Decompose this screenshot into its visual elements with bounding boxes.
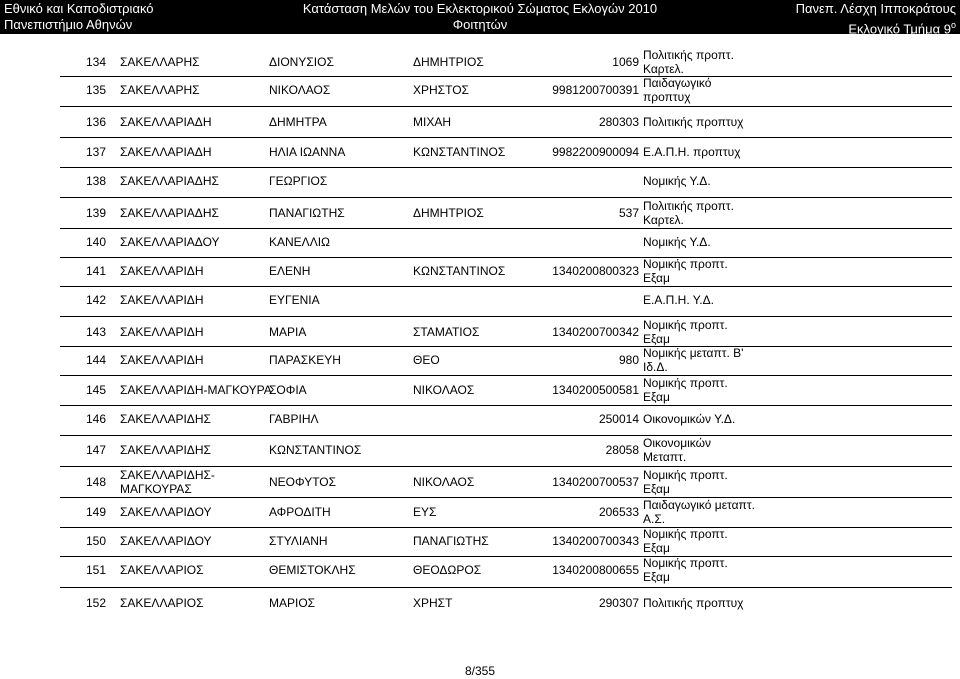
first-name: ΜΑΡΙΟΣ [269, 596, 316, 610]
school: Πολιτικής προπτ. [643, 48, 734, 62]
school: Καρτελ. [643, 213, 684, 227]
school: Οικονομικών [643, 436, 712, 450]
row-number: 139 [86, 206, 107, 220]
first-name: ΝΕΟΦΥΤΟΣ [269, 475, 337, 489]
school: Μεταπτ. [643, 450, 687, 464]
row-separator [60, 527, 952, 528]
surname: ΣΑΚΕΛΛΑΡΙΔΗ-ΜΑΓΚΟΥΡΑ [120, 383, 272, 397]
school: Εξαμ [643, 271, 670, 285]
surname: ΣΑΚΕΛΛΑΡΙΔΗ [120, 264, 204, 278]
student-id: 1340200800323 [552, 264, 639, 278]
row-separator [60, 106, 952, 107]
school: Ιδ.Δ. [643, 360, 668, 374]
first-name: ΝΙΚΟΛΑΟΣ [269, 83, 331, 97]
surname: ΣΑΚΕΛΛΑΡΙΟΣ [120, 596, 204, 610]
document-title: Κατάσταση Μελών του Εκλεκτορικού Σώματος Εκλογών 2010 [302, 1, 658, 16]
father-name: ΝΙΚΟΛΑΟΣ [413, 475, 475, 489]
father-name: ΘΕΟ [413, 353, 440, 367]
father-name: ΘΕΟΔΩΡΟΣ [413, 563, 482, 577]
school: Πολιτικής προπτυχ [643, 596, 744, 610]
school: Εξαμ [643, 570, 670, 584]
student-id: 9981200700391 [552, 83, 639, 97]
row-separator [60, 497, 952, 498]
surname: ΣΑΚΕΛΛΑΡΙΔΗΣ [120, 443, 211, 457]
row-number: 135 [86, 83, 107, 97]
school: Εξαμ [643, 482, 670, 496]
father-name: ΔΗΜΗΤΡΙΟΣ [413, 206, 484, 220]
student-id: 206533 [598, 505, 639, 519]
row-number: 147 [86, 443, 107, 457]
school: Πολιτικής προπτ. [643, 199, 734, 213]
student-id: 980 [618, 353, 639, 367]
row-separator [60, 587, 952, 588]
school: Εξαμ [643, 332, 670, 346]
school: Πολιτικής προπτυχ [643, 115, 744, 129]
father-name: ΧΡΗΣΤΟΣ [413, 83, 469, 97]
row-separator [60, 556, 952, 557]
school: Οικονομικών Υ.Δ. [643, 412, 736, 426]
father-name: ΜΙΧΑΗ [413, 115, 452, 129]
father-name: ΧΡΗΣΤ [413, 596, 453, 610]
surname: ΣΑΚΕΛΛΑΡΙΔΗ [120, 325, 204, 339]
first-name: ΕΥΓΕΝΙΑ [269, 293, 320, 307]
page-number: 8/355 [464, 664, 496, 678]
surname: ΣΑΚΕΛΛΑΡΙΟΣ [120, 563, 204, 577]
polling-section: Εκλογικό Τμήμα $9^o$ [848, 20, 956, 37]
row-number: 142 [86, 293, 107, 307]
row-separator [60, 466, 952, 467]
row-number: 144 [86, 353, 107, 367]
page-header [0, 0, 960, 37]
school: Εξαμ [643, 390, 670, 404]
student-id: 1340200700537 [552, 475, 639, 489]
surname: ΣΑΚΕΛΛΑΡΙΔΟΥ [120, 534, 212, 548]
school: Ε.Α.Π.Η. Υ.Δ. [643, 293, 714, 307]
surname: ΣΑΚΕΛΛΑΡΗΣ [120, 55, 200, 69]
first-name: ΓΕΩΡΓΙΟΣ [269, 174, 328, 188]
student-id: 250014 [598, 412, 639, 426]
student-id: 28058 [605, 443, 639, 457]
student-id: 1340200800655 [552, 563, 639, 577]
row-separator [60, 76, 952, 77]
surname: ΜΑΓΚΟΥΡΑΣ [120, 482, 192, 496]
university-name-line1: Εθνικό και Καποδιστριακό [4, 1, 154, 16]
school: Νομικής μεταπτ. Β' [643, 346, 744, 360]
first-name: ΣΟΦΙΑ [269, 383, 307, 397]
first-name: ΣΤΥΛΙΑΝΗ [269, 534, 328, 548]
father-name: ΚΩΝΣΤΑΝΤΙΝΟΣ [413, 145, 506, 159]
student-id: 290307 [598, 596, 639, 610]
first-name: ΗΛΙΑ ΙΩΑΝΝΑ [269, 145, 346, 159]
row-separator [60, 375, 952, 376]
row-number: 143 [86, 325, 107, 339]
father-name: ΣΤΑΜΑΤΙΟΣ [413, 325, 480, 339]
school: Καρτελ. [643, 62, 684, 76]
first-name: ΓΑΒΡΙΗΛ [269, 412, 319, 426]
school: Νομικής Υ.Δ. [643, 174, 711, 188]
row-number: 136 [86, 115, 107, 129]
student-id: 280303 [598, 115, 639, 129]
school: Εξαμ [643, 541, 670, 555]
row-number: 148 [86, 475, 107, 489]
school: Παιδαγωγικό μεταπτ. [643, 498, 755, 512]
row-number: 145 [86, 383, 107, 397]
school: Ε.Α.Π.Η. προπτυχ [643, 145, 741, 159]
school: Νομικής προπτ. [643, 527, 728, 541]
first-name: ΜΑΡΙΑ [269, 325, 307, 339]
polling-location: Πανεπ. Λέσχη Ιπποκράτους [795, 1, 956, 16]
row-number: 137 [86, 145, 107, 159]
row-number: 141 [86, 264, 107, 278]
school: Α.Σ. [643, 512, 666, 526]
student-id: 1340200500581 [552, 383, 639, 397]
row-number: 151 [86, 563, 107, 577]
row-number: 140 [86, 235, 107, 249]
student-id: 1340200700343 [552, 534, 639, 548]
first-name: ΘΕΜΙΣΤΟΚΛΗΣ [269, 563, 356, 577]
surname: ΣΑΚΕΛΛΑΡΙΔΗ [120, 353, 204, 367]
student-id: 9982200900094 [552, 145, 639, 159]
row-number: 149 [86, 505, 107, 519]
row-number: 150 [86, 534, 107, 548]
row-separator [60, 316, 952, 317]
surname: ΣΑΚΕΛΛΑΡΙΑΔΗΣ [120, 206, 219, 220]
row-separator [60, 197, 952, 198]
father-name: ΝΙΚΟΛΑΟΣ [413, 383, 475, 397]
row-separator [60, 435, 952, 436]
father-name: ΚΩΝΣΤΑΝΤΙΝΟΣ [413, 264, 506, 278]
school: Νομικής προπτ. [643, 257, 728, 271]
row-separator [60, 167, 952, 168]
row-number: 138 [86, 174, 107, 188]
school: Παιδαγωγικό [643, 76, 712, 90]
row-separator [60, 405, 952, 406]
row-number: 134 [86, 55, 107, 69]
surname: ΣΑΚΕΛΛΑΡΙΔΟΥ [120, 505, 212, 519]
surname: ΣΑΚΕΛΛΑΡΙΔΗ [120, 293, 204, 307]
first-name: ΔΗΜΗΤΡΑ [269, 115, 327, 129]
first-name: ΑΦΡΟΔΙΤΗ [269, 505, 331, 519]
surname: ΣΑΚΕΛΛΑΡΙΑΔΗ [120, 145, 212, 159]
first-name: ΔΙΟΝΥΣΙΟΣ [269, 55, 334, 69]
row-number: 146 [86, 412, 107, 426]
first-name: ΚΑΝΕΛΛΙΩ [269, 235, 331, 249]
father-name: ΠΑΝΑΓΙΩΤΗΣ [413, 534, 489, 548]
school: Νομικής προπτ. [643, 468, 728, 482]
student-id: 1069 [612, 55, 639, 69]
row-separator [60, 346, 952, 347]
school: προπτυχ [643, 90, 691, 104]
row-separator [60, 286, 952, 287]
school: Νομικής προπτ. [643, 318, 728, 332]
document-subtitle: Φοιτητών [452, 17, 508, 32]
school: Νομικής Υ.Δ. [643, 235, 711, 249]
surname: ΣΑΚΕΛΛΑΡΙΑΔΗΣ [120, 174, 219, 188]
surname: ΣΑΚΕΛΛΑΡΙΑΔΗ [120, 115, 212, 129]
row-number: 152 [86, 596, 107, 610]
student-id: 1340200700342 [552, 325, 639, 339]
surname: ΣΑΚΕΛΛΑΡΙΔΗΣ- [120, 468, 215, 482]
first-name: ΚΩΝΣΤΑΝΤΙΝΟΣ [269, 443, 362, 457]
surname: ΣΑΚΕΛΛΑΡΙΔΗΣ [120, 412, 211, 426]
university-name-line2: Πανεπιστήμιο Αθηνών [4, 17, 133, 32]
father-name: ΕΥΣ [413, 505, 437, 519]
first-name: ΠΑΝΑΓΙΩΤΗΣ [269, 206, 345, 220]
row-separator [60, 257, 952, 258]
surname: ΣΑΚΕΛΛΑΡΗΣ [120, 83, 200, 97]
student-id: 537 [618, 206, 639, 220]
first-name: ΕΛΕΝΗ [269, 264, 311, 278]
father-name: ΔΗΜΗΤΡΙΟΣ [413, 55, 484, 69]
surname: ΣΑΚΕΛΛΑΡΙΑΔΟΥ [120, 235, 220, 249]
first-name: ΠΑΡΑΣΚΕΥΗ [269, 353, 341, 367]
row-separator [60, 228, 952, 229]
row-separator [60, 137, 952, 138]
school: Νομικής προπτ. [643, 556, 728, 570]
school: Νομικής προπτ. [643, 376, 728, 390]
